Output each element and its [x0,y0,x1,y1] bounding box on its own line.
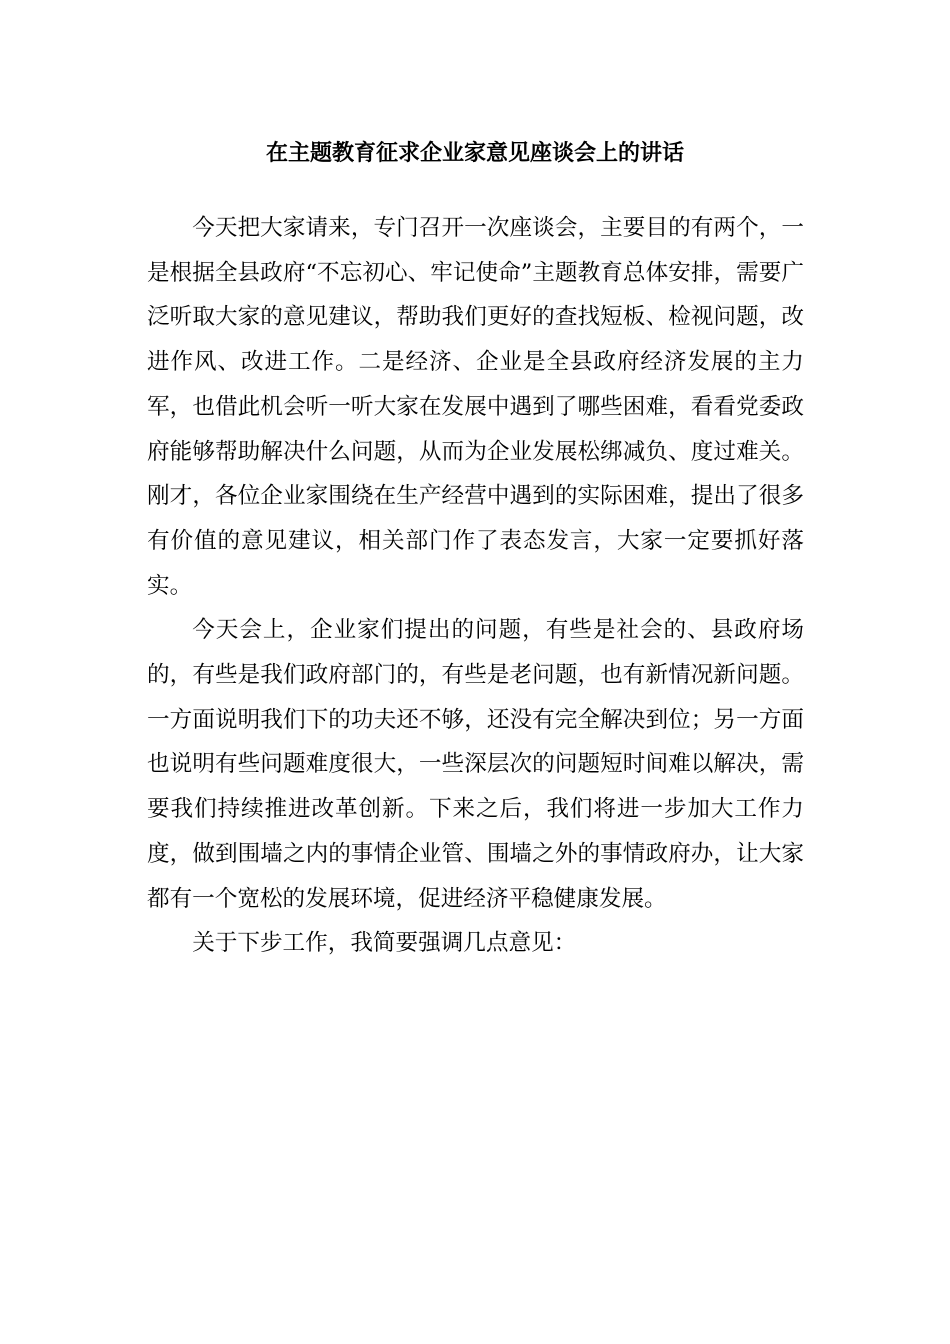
paragraph-3: 关于下步工作，我简要强调几点意见： [192,930,577,957]
paragraph-2: 今天会上，企业家们提出的问题，有些是社会的、县政府场的，有些是我们政府部门的，有些是老问题，也有新情况新问题。一方面说明我们下的功夫还不够，还没有完全解决到位；另一方面也说明有些问题难度很大，一些深层次的问题短时间难以解决，需要我们持续推进改革创新。下来之后，我们将进一步加大工作力度，做到围墙之内的事情企业管、围墙之外的事情政府办，让大家都有一个宽松的发展环境，促进经济平稳健康发展。 [147,617,804,912]
paragraph-1: 今天把大家请来，专门召开一次座谈会，主要目的有两个，一是根据全县政府“不忘初心、牢记使命”主题教育总体安排，需要广泛听取大家的意见建议，帮助我们更好的查找短板、检视问题，改进作风、改进工作。二是经济、企业是全县政府经济发展的主力军，也借此机会听一听大家在发展中遇到了哪些困难，看看党委政府能够帮助解决什么问题，从而为企业发展松绑减负、度过难关。刚才，各位企业家围绕在生产经营中遇到的实际困难，提出了很多有价值的意见建议，相关部门作了表态发言，大家一定要抓好落实。 [147,215,804,599]
document-body [147,206,804,966]
document-title: 在主题教育征求企业家意见座谈会上的讲话 [265,141,684,166]
